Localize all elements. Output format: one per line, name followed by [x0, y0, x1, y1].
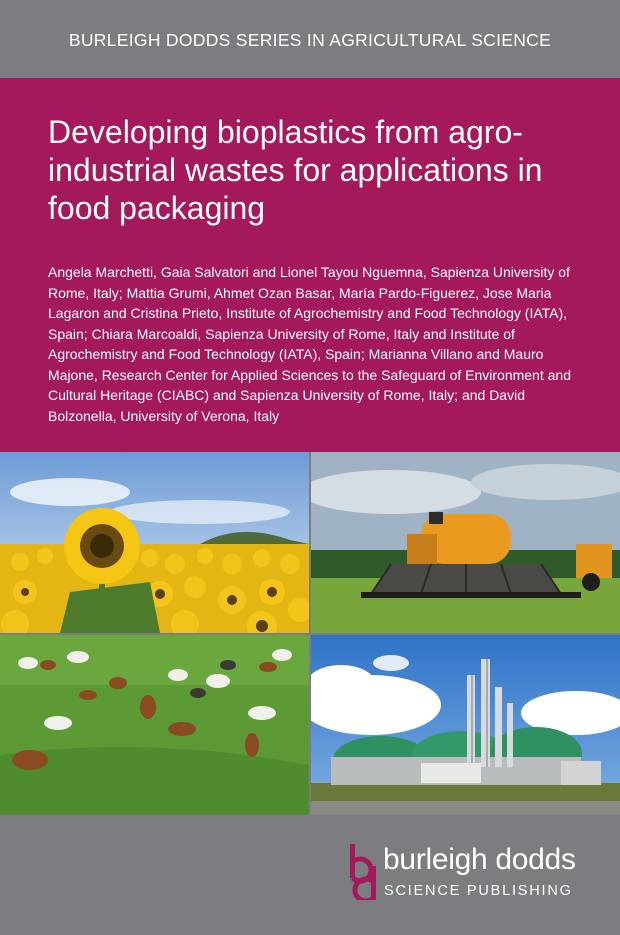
grazing-cows-photo	[0, 635, 309, 815]
photo-grid	[0, 452, 620, 815]
publisher-name: burleigh dodds	[383, 843, 576, 876]
slurry-tanker-photo	[311, 452, 620, 633]
book-title: Developing bioplastics from agro-industrial wastes for applications in food packaging	[48, 114, 543, 226]
series-name: BURLEIGH DODDS SERIES IN AGRICULTURAL SCIENCE	[68, 30, 552, 50]
bd-monogram-icon	[346, 844, 380, 900]
publisher-tagline: SCIENCE PUBLISHING	[384, 883, 573, 899]
author-list: Angela Marchetti, Gaia Salvatori and Lionel Tayou Nguemna, Sapienza University of Rome, Italy; Mattia Grumi, Ahmet Ozan Basar, María Pardo-Figuerez, Jose Maria Lagaron and Cristina Prieto, Institute of Agrochemistry and Food Technology (IATA), Spain; Chiara Marcoaldi, Sapienza University of Rome, Italy and Institute of Agrochemistry and Food Technology (IATA), Spain; Marianna Villano and Mauro Majone, Research Center for Applied Sciences to the Safeguard of Environment and Cultural Heritage (CIABC) and Sapienza University of Rome, Italy; and David Bolzonella, University of Verona, Italy	[48, 264, 571, 424]
sunflower-field-photo	[0, 452, 309, 633]
biogas-plant-photo	[311, 635, 620, 815]
